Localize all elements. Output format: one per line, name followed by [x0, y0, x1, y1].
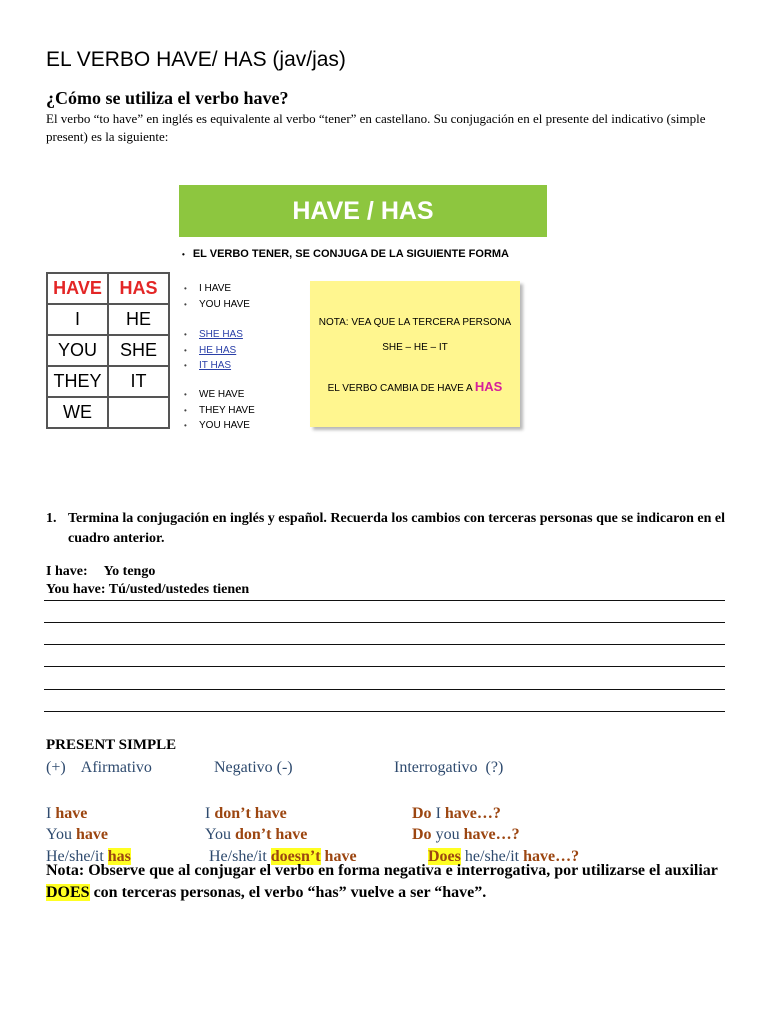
example-line: You have: Tú/usted/ustedes tienen	[46, 582, 250, 597]
table-cell: HE	[108, 304, 169, 335]
negative-form: I don’t have	[205, 805, 287, 822]
table-cell	[108, 397, 169, 428]
table-cell: SHE	[108, 335, 169, 366]
interrogative-form: Do I have…?	[412, 805, 501, 822]
list-item: • YOU HAVE	[184, 418, 255, 434]
conjugation-caption: • EL VERBO TENER, SE CONJUGA DE LA SIGUIENTE FORMA	[182, 248, 509, 260]
writing-line[interactable]	[44, 666, 725, 667]
list-item: • WE HAVE	[184, 387, 255, 403]
have-list-plural	[184, 387, 255, 434]
example-line: I have: Yo tengo	[46, 564, 156, 579]
list-item[interactable]: • IT HAS	[184, 358, 243, 374]
subject-verb-table	[46, 272, 170, 429]
affirmative-form: I have	[46, 805, 88, 822]
negative-form: You don’t have	[205, 826, 308, 843]
affirmative-heading: (+) Afirmativo	[46, 759, 152, 776]
does-highlight: DOES	[46, 884, 90, 901]
negative-heading: Negativo (-)	[214, 759, 293, 776]
interrogative-form: Do you have…?	[412, 826, 520, 843]
table-cell: IT	[108, 366, 169, 397]
final-note: Nota: Observe que al conjugar el verbo en forma negativa e interrogativa, por utilizarse el auxiliar DOES con terceras personas, el verbo “has” vuelve a ser “have”.	[46, 862, 718, 901]
has-list	[184, 327, 243, 374]
table-header: HAS	[108, 273, 169, 304]
table-cell: I	[47, 304, 108, 335]
table-cell: THEY	[47, 366, 108, 397]
writing-line[interactable]	[44, 600, 725, 601]
have-has-banner: HAVE / HAS	[179, 185, 547, 237]
list-item: • YOU HAVE	[184, 297, 250, 313]
sticky-note	[310, 281, 520, 427]
interrogative-heading: Interrogativo (?)	[394, 759, 504, 776]
list-item: • THEY HAVE	[184, 403, 255, 419]
list-item[interactable]: • HE HAS	[184, 343, 243, 359]
interrogative-form: Does he/she/it have…?	[428, 848, 580, 865]
have-list	[184, 281, 250, 312]
table-cell: YOU	[47, 335, 108, 366]
present-simple-heading: PRESENT SIMPLE	[46, 737, 177, 753]
exercise-instruction: 1. Termina la conjugación en inglés y español. Recuerda los cambios con terceras personas que se indicaron en el cuadro anterior.	[46, 511, 725, 546]
negative-form: He/she/it doesn’t have	[209, 848, 357, 865]
intro-paragraph: El verbo “to have” en inglés es equivalente al verbo “tener” en castellano. Su conjugación en el presente del indicativo (simple present) es la siguiente:	[46, 111, 706, 144]
writing-line[interactable]	[44, 689, 725, 690]
affirmative-form: You have	[46, 826, 108, 843]
table-cell: WE	[47, 397, 108, 428]
writing-line[interactable]	[44, 711, 725, 712]
section-heading: ¿Cómo se utiliza el verbo have?	[46, 88, 289, 108]
affirmative-form: He/she/it has	[46, 848, 131, 865]
note-line: EL VERBO CAMBIA DE HAVE A HAS	[327, 379, 503, 394]
has-highlight: HAS	[474, 379, 503, 394]
table-header: HAVE	[47, 273, 108, 304]
note-line: NOTA: VEA QUE LA TERCERA PERSONA	[318, 317, 512, 328]
note-line: SHE – HE – IT	[382, 342, 448, 353]
writing-line[interactable]	[44, 622, 725, 623]
list-item: • I HAVE	[184, 281, 250, 297]
page-title: EL VERBO HAVE/ HAS (jav/jas)	[46, 48, 346, 71]
list-item[interactable]: • SHE HAS	[184, 327, 243, 343]
writing-line[interactable]	[44, 644, 725, 645]
